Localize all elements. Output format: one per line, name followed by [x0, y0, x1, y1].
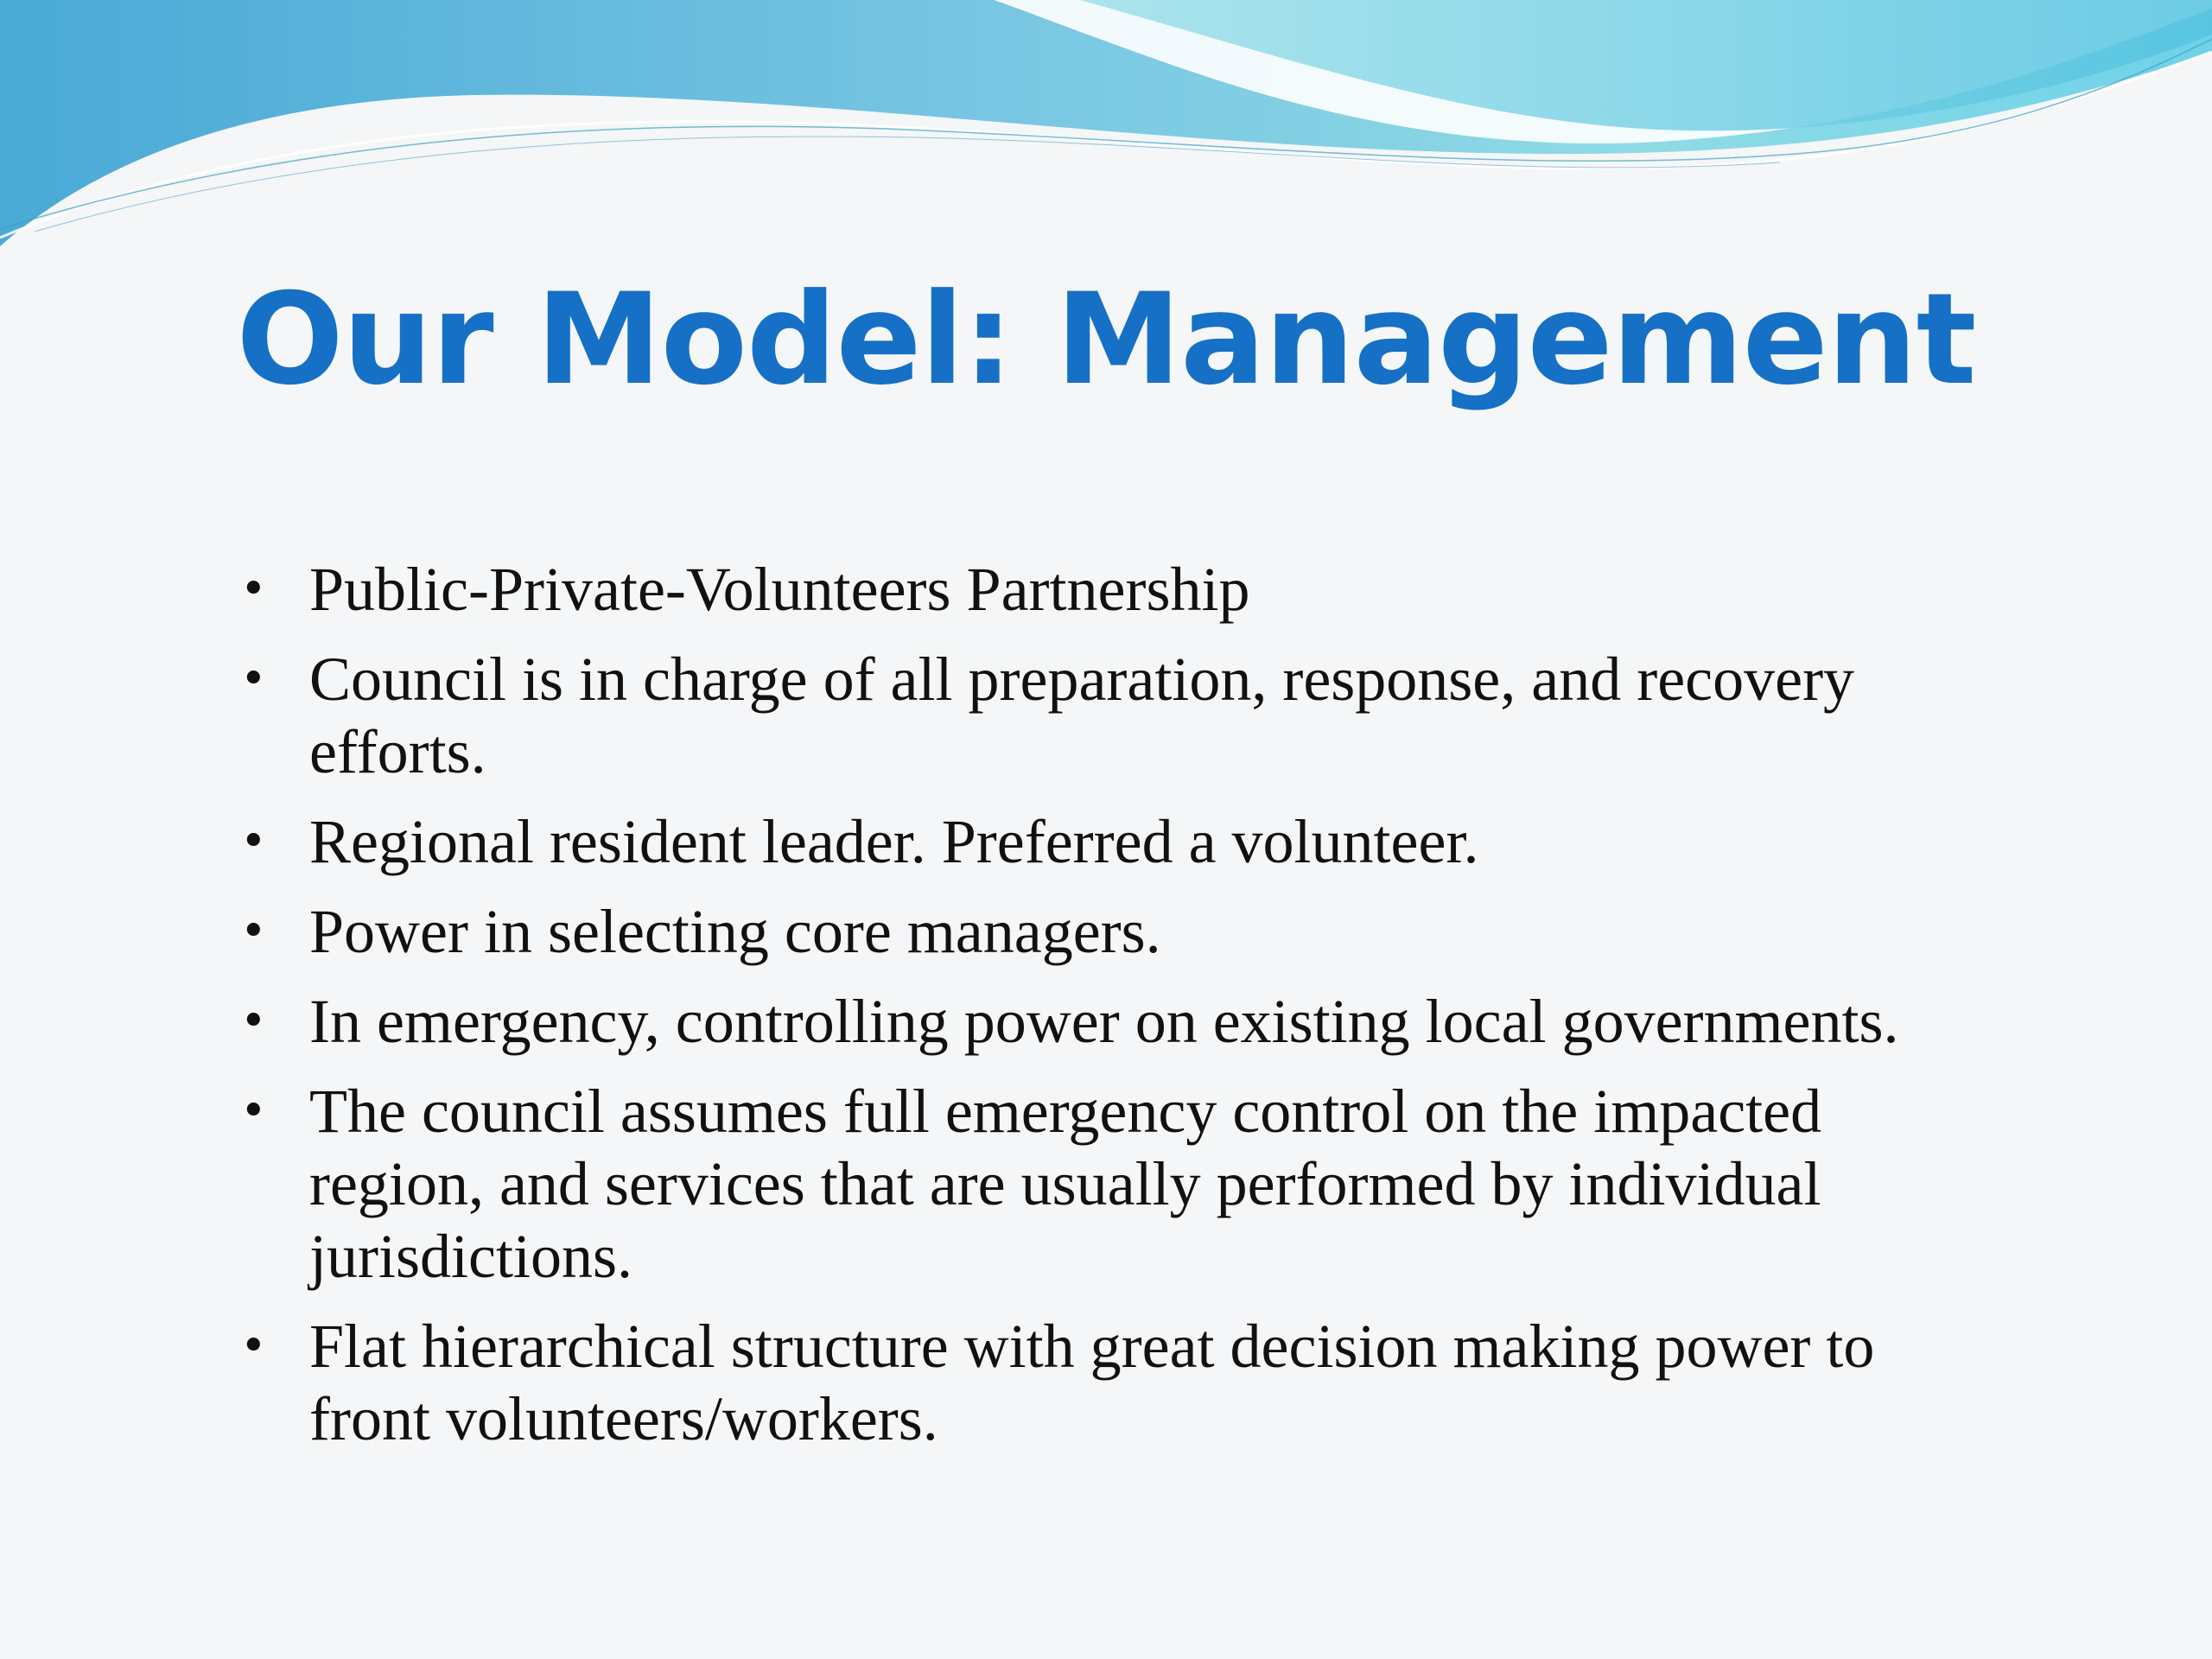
list-item [240, 553, 1986, 626]
bullet-text: Flat hierarchical structure with great decision making power to front volunteers/workers. [309, 1312, 1875, 1453]
list-item [240, 985, 1986, 1058]
list-item [240, 643, 1986, 788]
bullet-text: Power in selecting core managers. [309, 897, 1161, 966]
decorative-wave-header [0, 0, 2212, 259]
list-item [240, 1075, 1986, 1293]
slide-title: Our Model: Management [236, 266, 1976, 413]
bullet-icon: • [240, 816, 267, 868]
list-item [240, 1310, 1986, 1455]
bullet-text: In emergency, controlling power on existing local governments. [309, 987, 1899, 1056]
bullet-list [240, 553, 1986, 1472]
bullet-icon: • [240, 995, 267, 1047]
bullet-text: Regional resident leader. Preferred a volunteer. [309, 807, 1479, 876]
list-item [240, 805, 1986, 878]
bullet-text: The council assumes full emergency control on the impacted region, and services that are usually performed by individual jurisdictions. [309, 1077, 1822, 1291]
list-item [240, 895, 1986, 968]
bullet-icon: • [240, 906, 267, 957]
bullet-icon: • [240, 1085, 267, 1137]
bullet-icon: • [240, 563, 267, 615]
bullet-text: Public-Private-Volunteers Partnership [309, 555, 1250, 624]
bullet-icon: • [240, 653, 267, 705]
bullet-icon: • [240, 1320, 267, 1372]
bullet-text: Council is in charge of all preparation, response, and recovery efforts. [309, 645, 1855, 786]
